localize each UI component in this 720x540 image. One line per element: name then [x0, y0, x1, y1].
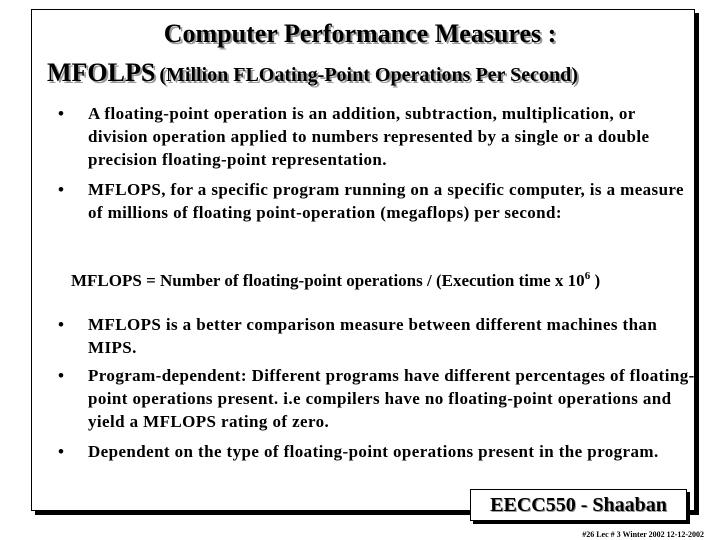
formula-close: ): [590, 271, 601, 290]
course-footer-badge: EECC550 - Shaaban: [470, 489, 687, 521]
subtitle-expansion: (Million FLOating-Point Operations Per Second): [159, 64, 578, 86]
bullet-text: MFLOPS is a better comparison measure between different machines than MIPS.: [88, 315, 658, 357]
bullet-dot-icon: •: [58, 442, 65, 461]
bullet-text: Program-dependent: Different programs have different percentages of floating-point operations present. i.e compilers have no floating-point operations and yield a MFLOPS rating of zero.: [88, 366, 695, 431]
bullet-list-item: [58, 364, 698, 433]
slide-meta-footer: #26 Lec # 3 Winter 2002 12-12-2002: [582, 530, 704, 539]
bullet-text: A floating-point operation is an addition, subtraction, multiplication, or division operation applied to numbers represented by a single or a double precision floating-point representation.: [88, 104, 650, 169]
bullet-text: MFLOPS, for a specific program running on a specific computer, is a measure of millions of floating point-operation (megaflops) per second:: [88, 180, 685, 222]
slide-subtitle: [47, 58, 578, 88]
bullet-dot-icon: •: [58, 366, 65, 385]
formula-text: MFLOPS = Number of floating-point operations / (Execution time x 10: [71, 271, 585, 290]
mflops-formula: [71, 271, 600, 291]
bullet-list-item: [58, 440, 698, 463]
subtitle-acronym: MFOLPS: [47, 58, 156, 87]
bullet-list-item: [58, 313, 698, 359]
bullet-dot-icon: •: [58, 180, 65, 199]
bullet-dot-icon: •: [58, 104, 65, 123]
bullet-dot-icon: •: [58, 315, 65, 334]
formula-exponent: 6: [584, 270, 591, 282]
bullet-list-item: [58, 102, 698, 171]
slide-title: Computer Performance Measures :: [163, 19, 557, 48]
bullet-text: Dependent on the type of floating-point operations present in the program.: [88, 442, 659, 461]
bullet-list-item: [58, 178, 698, 224]
